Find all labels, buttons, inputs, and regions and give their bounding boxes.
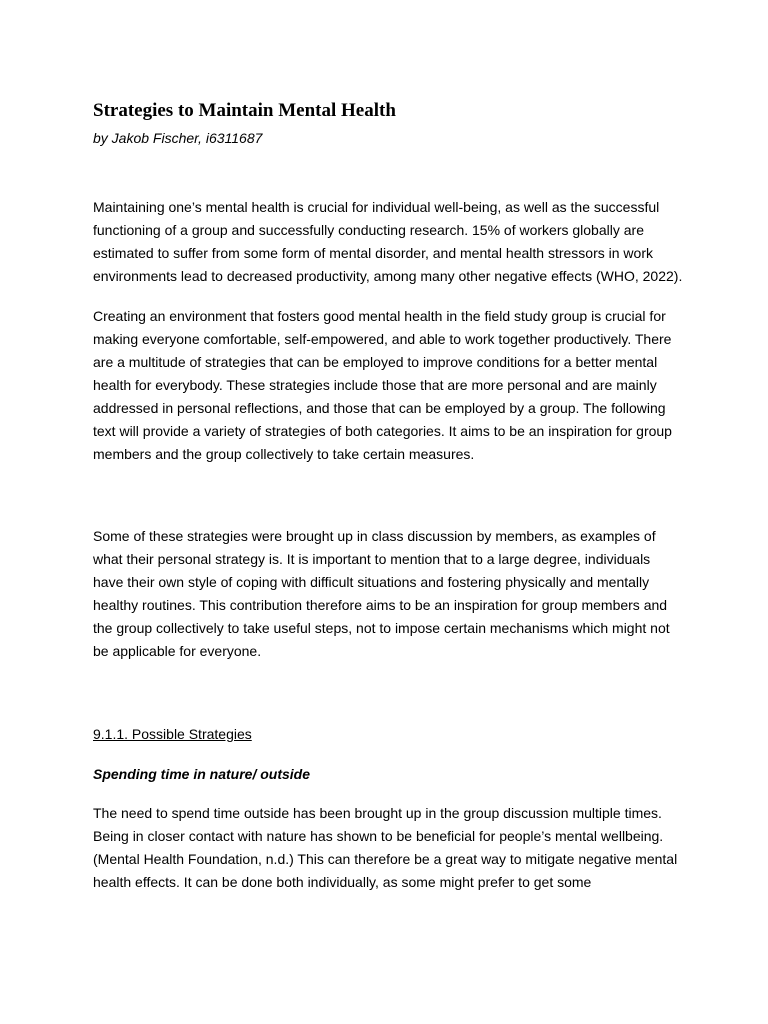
author-byline: by Jakob Fischer, i6311687	[93, 130, 263, 146]
strategy-subheading: Spending time in nature/ outside	[93, 766, 311, 782]
paragraph-intro: Maintaining one’s mental health is crucial for individual well-being, as well as the successful functioning of a group and successfully conducting research. 15% of workers globally are estimated to suffer from some form of mental disorder, and mental health stressors in work environments lead to decreased productivity, among many other negative effects (WHO, 2022).	[93, 199, 683, 284]
paragraph-environment: Creating an environment that fosters good mental health in the field study group is crucial for making everyone comfortable, self-empowered, and able to work together productively. There are a multitude of strategies that can be employed to improve conditions for a better mental health for everybody. These strategies include those that are more personal and are mainly addressed in personal reflections, and those that can be employed by a group. The following text will provide a variety of strategies of both categories. It aims to be an inspiration for group members and the group collectively to take certain measures.	[93, 308, 672, 462]
paragraph-class-discussion: Some of these strategies were brought up in class discussion by members, as examples of what their personal strategy is. It is important to mention that to a large degree, individuals have their own style of coping with difficult situations and fostering physically and mentally healthy routines. This contribution therefore aims to be an inspiration for group members and the group collectively to take useful steps, not to impose certain mechanisms which might not be applicable for everyone.	[93, 528, 670, 659]
document-body	[93, 98, 683, 894]
paragraph-nature: The need to spend time outside has been brought up in the group discussion multiple times. Being in closer contact with nature has shown to be beneficial for people’s mental wellbeing. (Mental Health Foundation, n.d.) This can therefore be a great way to mitigate negative mental health effects. It can be done both individually, as some might prefer to get some	[93, 805, 678, 890]
section-heading: 9.1.1. Possible Strategies	[93, 726, 252, 742]
document-title: Strategies to Maintain Mental Health	[93, 100, 396, 121]
